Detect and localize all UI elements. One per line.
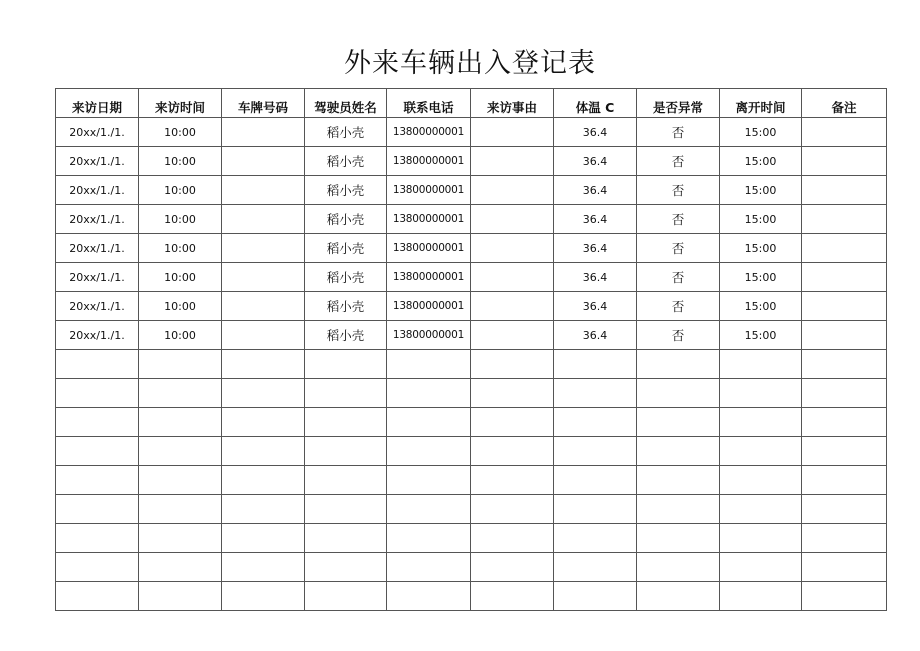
driver-name-cell — [305, 350, 387, 379]
header-contact-phone: 联系电话 — [387, 89, 471, 118]
temperature-cell — [554, 553, 637, 582]
table-row — [56, 118, 887, 147]
plate-number-cell — [222, 205, 305, 234]
leave-time-cell: 15:00 — [720, 292, 802, 321]
contact-phone-cell: 13800000001 — [387, 147, 471, 176]
remarks-cell — [802, 524, 887, 553]
remarks-cell — [802, 582, 887, 611]
visit-reason-cell — [471, 292, 554, 321]
leave-time-cell: 15:00 — [720, 234, 802, 263]
remarks-cell — [802, 205, 887, 234]
remarks-cell — [802, 408, 887, 437]
contact-phone-cell — [387, 437, 471, 466]
leave-time-cell — [720, 350, 802, 379]
visit-time-cell: 10:00 — [139, 147, 222, 176]
visit-time-cell: 10:00 — [139, 263, 222, 292]
visit-reason-cell — [471, 321, 554, 350]
abnormal-cell — [637, 408, 720, 437]
contact-phone-cell — [387, 495, 471, 524]
table-row — [56, 495, 887, 524]
contact-phone-cell — [387, 582, 471, 611]
visit-reason-cell — [471, 118, 554, 147]
leave-time-cell: 15:00 — [720, 321, 802, 350]
driver-name-cell — [305, 379, 387, 408]
leave-time-cell: 15:00 — [720, 176, 802, 205]
visit-date-cell — [56, 466, 139, 495]
visit-date-cell — [56, 553, 139, 582]
temperature-cell — [554, 466, 637, 495]
abnormal-cell — [637, 379, 720, 408]
plate-number-cell — [222, 582, 305, 611]
abnormal-cell — [637, 495, 720, 524]
header-row — [56, 89, 887, 118]
abnormal-cell: 否 — [637, 263, 720, 292]
visit-reason-cell — [471, 350, 554, 379]
header-visit-time: 来访时间 — [139, 89, 222, 118]
visit-time-cell: 10:00 — [139, 118, 222, 147]
header-plate-number: 车牌号码 — [222, 89, 305, 118]
header-abnormal: 是否异常 — [637, 89, 720, 118]
driver-name-cell — [305, 466, 387, 495]
driver-name-cell: 稻小壳 — [305, 234, 387, 263]
table-row — [56, 321, 887, 350]
visit-time-cell: 10:00 — [139, 176, 222, 205]
plate-number-cell — [222, 524, 305, 553]
visit-reason-cell — [471, 437, 554, 466]
temperature-cell — [554, 495, 637, 524]
temperature-cell: 36.4 — [554, 234, 637, 263]
visitor-vehicle-register-table — [55, 88, 887, 611]
contact-phone-cell: 13800000001 — [387, 118, 471, 147]
visit-reason-cell — [471, 263, 554, 292]
remarks-cell — [802, 176, 887, 205]
contact-phone-cell: 13800000001 — [387, 292, 471, 321]
temperature-cell: 36.4 — [554, 147, 637, 176]
temperature-cell — [554, 524, 637, 553]
table-row — [56, 147, 887, 176]
plate-number-cell — [222, 234, 305, 263]
table-row — [56, 379, 887, 408]
remarks-cell — [802, 147, 887, 176]
visit-date-cell: 20xx/1./1. — [56, 147, 139, 176]
abnormal-cell — [637, 524, 720, 553]
driver-name-cell — [305, 553, 387, 582]
leave-time-cell: 15:00 — [720, 147, 802, 176]
abnormal-cell — [637, 466, 720, 495]
visit-date-cell — [56, 524, 139, 553]
driver-name-cell: 稻小壳 — [305, 118, 387, 147]
leave-time-cell — [720, 379, 802, 408]
driver-name-cell — [305, 582, 387, 611]
contact-phone-cell: 13800000001 — [387, 176, 471, 205]
visit-reason-cell — [471, 524, 554, 553]
table-row — [56, 466, 887, 495]
table-row — [56, 205, 887, 234]
visit-date-cell: 20xx/1./1. — [56, 118, 139, 147]
visit-reason-cell — [471, 147, 554, 176]
leave-time-cell — [720, 495, 802, 524]
temperature-cell: 36.4 — [554, 263, 637, 292]
temperature-cell: 36.4 — [554, 321, 637, 350]
visit-time-cell: 10:00 — [139, 205, 222, 234]
plate-number-cell — [222, 379, 305, 408]
visit-time-cell: 10:00 — [139, 234, 222, 263]
visit-reason-cell — [471, 466, 554, 495]
table-body — [56, 118, 887, 611]
temperature-cell — [554, 379, 637, 408]
visit-time-cell — [139, 524, 222, 553]
abnormal-cell — [637, 350, 720, 379]
driver-name-cell — [305, 524, 387, 553]
visit-time-cell — [139, 437, 222, 466]
abnormal-cell: 否 — [637, 118, 720, 147]
page-title: 外来车辆出入登记表 — [344, 48, 596, 79]
visit-time-cell — [139, 379, 222, 408]
driver-name-cell — [305, 437, 387, 466]
contact-phone-cell: 13800000001 — [387, 263, 471, 292]
abnormal-cell: 否 — [637, 176, 720, 205]
plate-number-cell — [222, 437, 305, 466]
plate-number-cell — [222, 321, 305, 350]
visit-time-cell — [139, 582, 222, 611]
leave-time-cell — [720, 437, 802, 466]
header-visit-date: 来访日期 — [56, 89, 139, 118]
visit-date-cell: 20xx/1./1. — [56, 176, 139, 205]
temperature-cell: 36.4 — [554, 292, 637, 321]
abnormal-cell: 否 — [637, 321, 720, 350]
leave-time-cell — [720, 553, 802, 582]
remarks-cell — [802, 118, 887, 147]
leave-time-cell: 15:00 — [720, 263, 802, 292]
visit-time-cell — [139, 350, 222, 379]
plate-number-cell — [222, 408, 305, 437]
plate-number-cell — [222, 176, 305, 205]
plate-number-cell — [222, 553, 305, 582]
plate-number-cell — [222, 118, 305, 147]
visit-reason-cell — [471, 176, 554, 205]
table-row — [56, 292, 887, 321]
header-remarks: 备注 — [802, 89, 887, 118]
table-row — [56, 553, 887, 582]
driver-name-cell: 稻小壳 — [305, 263, 387, 292]
visit-time-cell — [139, 553, 222, 582]
remarks-cell — [802, 234, 887, 263]
remarks-cell — [802, 379, 887, 408]
leave-time-cell — [720, 582, 802, 611]
leave-time-cell — [720, 408, 802, 437]
visit-time-cell: 10:00 — [139, 292, 222, 321]
visit-time-cell — [139, 408, 222, 437]
abnormal-cell: 否 — [637, 234, 720, 263]
temperature-cell: 36.4 — [554, 176, 637, 205]
leave-time-cell: 15:00 — [720, 118, 802, 147]
temperature-cell — [554, 582, 637, 611]
table-row — [56, 350, 887, 379]
plate-number-cell — [222, 147, 305, 176]
driver-name-cell — [305, 495, 387, 524]
contact-phone-cell — [387, 379, 471, 408]
temperature-cell — [554, 350, 637, 379]
table-row — [56, 263, 887, 292]
plate-number-cell — [222, 292, 305, 321]
visit-date-cell: 20xx/1./1. — [56, 321, 139, 350]
table-row — [56, 437, 887, 466]
plate-number-cell — [222, 350, 305, 379]
driver-name-cell: 稻小壳 — [305, 147, 387, 176]
temperature-cell — [554, 437, 637, 466]
visit-date-cell — [56, 495, 139, 524]
contact-phone-cell — [387, 466, 471, 495]
visit-date-cell — [56, 408, 139, 437]
visit-time-cell — [139, 495, 222, 524]
abnormal-cell — [637, 582, 720, 611]
temperature-cell — [554, 408, 637, 437]
visit-date-cell — [56, 379, 139, 408]
abnormal-cell: 否 — [637, 205, 720, 234]
visit-date-cell: 20xx/1./1. — [56, 292, 139, 321]
plate-number-cell — [222, 466, 305, 495]
contact-phone-cell — [387, 553, 471, 582]
visit-reason-cell — [471, 495, 554, 524]
visit-date-cell: 20xx/1./1. — [56, 205, 139, 234]
contact-phone-cell — [387, 524, 471, 553]
header-driver-name: 驾驶员姓名 — [305, 89, 387, 118]
visit-reason-cell — [471, 379, 554, 408]
visit-date-cell — [56, 437, 139, 466]
leave-time-cell — [720, 524, 802, 553]
temperature-cell: 36.4 — [554, 118, 637, 147]
visit-date-cell: 20xx/1./1. — [56, 234, 139, 263]
header-visit-reason: 来访事由 — [471, 89, 554, 118]
contact-phone-cell: 13800000001 — [387, 321, 471, 350]
contact-phone-cell: 13800000001 — [387, 205, 471, 234]
abnormal-cell — [637, 553, 720, 582]
abnormal-cell: 否 — [637, 147, 720, 176]
visit-reason-cell — [471, 582, 554, 611]
header-leave-time: 离开时间 — [720, 89, 802, 118]
table-row — [56, 408, 887, 437]
remarks-cell — [802, 466, 887, 495]
driver-name-cell: 稻小壳 — [305, 176, 387, 205]
header-temperature: 体温 C — [554, 89, 637, 118]
visit-reason-cell — [471, 234, 554, 263]
driver-name-cell — [305, 408, 387, 437]
visit-time-cell: 10:00 — [139, 321, 222, 350]
visit-date-cell — [56, 350, 139, 379]
leave-time-cell — [720, 466, 802, 495]
contact-phone-cell — [387, 408, 471, 437]
contact-phone-cell — [387, 350, 471, 379]
table-row — [56, 582, 887, 611]
temperature-cell: 36.4 — [554, 205, 637, 234]
remarks-cell — [802, 553, 887, 582]
leave-time-cell: 15:00 — [720, 205, 802, 234]
remarks-cell — [802, 495, 887, 524]
table-row — [56, 234, 887, 263]
visit-date-cell: 20xx/1./1. — [56, 263, 139, 292]
remarks-cell — [802, 350, 887, 379]
abnormal-cell — [637, 437, 720, 466]
abnormal-cell: 否 — [637, 292, 720, 321]
driver-name-cell: 稻小壳 — [305, 321, 387, 350]
contact-phone-cell: 13800000001 — [387, 234, 471, 263]
driver-name-cell: 稻小壳 — [305, 205, 387, 234]
plate-number-cell — [222, 495, 305, 524]
visit-reason-cell — [471, 408, 554, 437]
table-row — [56, 176, 887, 205]
remarks-cell — [802, 437, 887, 466]
driver-name-cell: 稻小壳 — [305, 292, 387, 321]
plate-number-cell — [222, 263, 305, 292]
remarks-cell — [802, 292, 887, 321]
remarks-cell — [802, 321, 887, 350]
visit-date-cell — [56, 582, 139, 611]
visit-time-cell — [139, 466, 222, 495]
table-row — [56, 524, 887, 553]
visit-reason-cell — [471, 553, 554, 582]
remarks-cell — [802, 263, 887, 292]
visit-reason-cell — [471, 205, 554, 234]
